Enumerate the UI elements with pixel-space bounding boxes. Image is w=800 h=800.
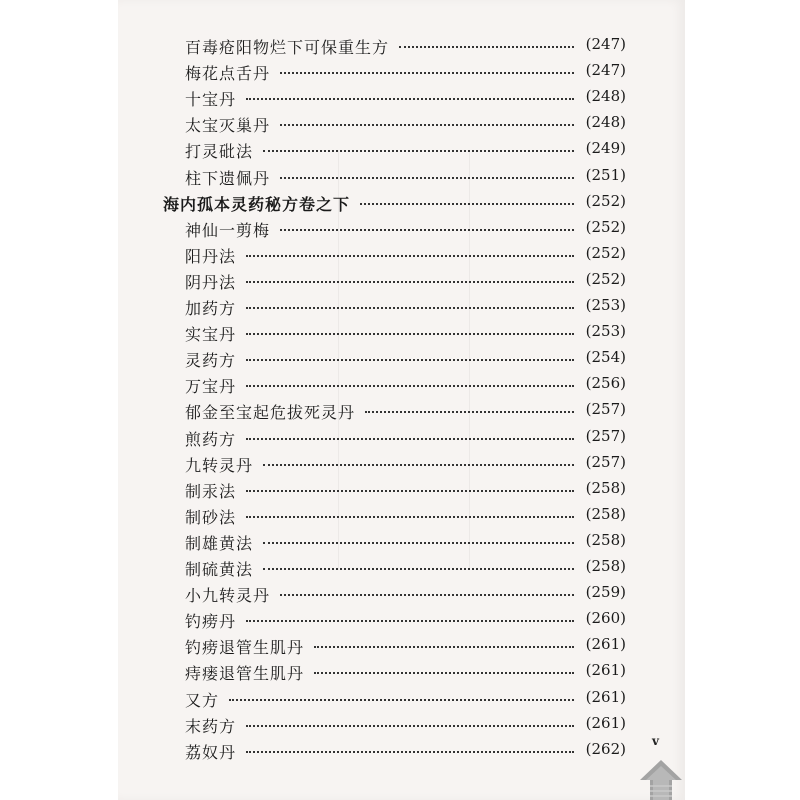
toc-entry-title: 钓痨丹 <box>185 612 237 632</box>
dot-leader <box>280 229 574 231</box>
dot-leader <box>246 359 574 361</box>
toc-entry[interactable] <box>0 686 800 710</box>
toc-entry-title: 钓痨退管生肌丹 <box>185 638 305 658</box>
dot-leader <box>263 464 574 466</box>
toc-entry-title: 太宝灭巢丹 <box>185 116 271 136</box>
toc-entry-page: (258) <box>585 504 626 523</box>
toc-entry-page: (252) <box>585 191 626 210</box>
toc-entry-page: (261) <box>585 687 626 706</box>
toc-entry[interactable] <box>0 294 800 318</box>
toc-entry[interactable] <box>0 451 800 475</box>
toc-entry-title: 制汞法 <box>185 481 237 501</box>
dot-leader <box>246 307 574 309</box>
dot-leader <box>263 542 574 544</box>
toc-entry-page: (254) <box>585 348 626 367</box>
dot-leader <box>280 72 574 74</box>
dot-leader <box>365 411 574 413</box>
toc-section-heading[interactable] <box>0 190 800 214</box>
toc-entry-page: (259) <box>585 583 626 602</box>
toc-entry-page: (252) <box>585 269 626 288</box>
toc-entry-page: (261) <box>585 661 626 680</box>
toc-entry-title: 制雄黄法 <box>185 533 254 553</box>
toc-entry[interactable] <box>0 398 800 422</box>
dot-leader <box>246 751 574 753</box>
toc-entry[interactable] <box>0 216 800 240</box>
toc-entry[interactable] <box>0 607 800 631</box>
toc-entry-page: (252) <box>585 243 626 262</box>
toc-entry-title: 海内孤本灵药秘方卷之下 <box>163 194 351 214</box>
toc-entry-page: (249) <box>585 139 626 158</box>
toc-entry-title: 煎药方 <box>185 429 237 449</box>
toc-entry-title: 小九转灵丹 <box>185 586 271 606</box>
toc-entry[interactable] <box>0 425 800 449</box>
dot-leader <box>246 281 574 283</box>
toc-entry-page: (261) <box>585 635 626 654</box>
toc-entry[interactable] <box>0 633 800 657</box>
toc-entry-page: (258) <box>585 557 626 575</box>
toc-entry-page: (248) <box>585 113 626 132</box>
toc-entry-page: (257) <box>585 400 626 419</box>
toc-entry-title: 制砂法 <box>185 507 237 527</box>
toc-entry-page: (256) <box>585 374 626 393</box>
toc-entry-page: (247) <box>585 61 626 80</box>
toc-entry-title: 九转灵丹 <box>185 455 254 475</box>
toc-entry-title: 神仙一剪梅 <box>185 220 271 240</box>
toc-entry-title: 制硫黄法 <box>185 560 254 579</box>
toc-entry-page: (261) <box>585 713 626 732</box>
toc-entry[interactable] <box>0 372 800 396</box>
toc-entry-title: 万宝丹 <box>185 377 237 397</box>
toc-entry[interactable] <box>0 85 800 109</box>
toc-entry[interactable] <box>0 59 800 83</box>
toc-entry[interactable] <box>0 320 800 344</box>
dot-leader <box>246 255 574 257</box>
toc-entry-page: (253) <box>585 296 626 314</box>
toc-entry-title: 灵药方 <box>185 351 237 371</box>
toc-entry[interactable] <box>0 555 800 579</box>
toc-entry[interactable] <box>0 164 800 188</box>
toc-entry-page: (252) <box>585 217 626 236</box>
toc-entry[interactable] <box>0 503 800 527</box>
toc-entry[interactable] <box>0 581 800 605</box>
toc-entry-title: 打灵砒法 <box>185 142 254 162</box>
dot-leader <box>280 177 574 179</box>
toc-entry-page: (247) <box>585 35 626 53</box>
toc-entry-title: 末药方 <box>185 716 237 736</box>
dot-leader <box>314 646 574 648</box>
dot-leader <box>360 203 574 205</box>
page-number: v <box>652 734 659 748</box>
toc-entry[interactable] <box>0 712 800 736</box>
toc-entry-page: (260) <box>585 609 626 628</box>
toc-entry-title: 实宝丹 <box>185 325 237 345</box>
dot-leader <box>280 124 574 126</box>
toc-entry-page: (251) <box>585 165 626 184</box>
toc-entry-page: (258) <box>585 478 626 497</box>
toc-entry[interactable] <box>0 111 800 135</box>
dot-leader <box>229 699 574 701</box>
dot-leader <box>246 516 574 518</box>
toc-entry-page: (248) <box>585 87 626 106</box>
dot-leader <box>314 672 574 674</box>
toc-entry-title: 阴丹法 <box>185 272 237 292</box>
dot-leader <box>280 594 574 596</box>
toc-entry[interactable] <box>0 659 800 683</box>
toc-entry-page: (262) <box>585 739 626 758</box>
toc-entry-title: 加药方 <box>185 299 237 318</box>
dot-leader <box>246 620 574 622</box>
toc-entry-title: 又方 <box>185 690 220 710</box>
toc-entry-title: 梅花点舌丹 <box>185 64 271 84</box>
dot-leader <box>246 490 574 492</box>
toc-entry[interactable] <box>0 137 800 161</box>
dot-leader <box>246 385 574 387</box>
toc-entry[interactable] <box>0 33 800 57</box>
toc-entry-page: (253) <box>585 322 626 341</box>
toc-entry-title: 痔瘘退管生肌丹 <box>185 664 305 684</box>
toc-entry-title: 阳丹法 <box>185 246 237 266</box>
dot-leader <box>246 98 574 100</box>
toc-entry-title: 荔奴丹 <box>185 742 237 762</box>
toc-entry-title: 柱下遗佩丹 <box>185 168 271 188</box>
dot-leader <box>263 150 574 152</box>
dot-leader <box>246 333 574 335</box>
toc-entry-title: 郁金至宝起危拔死灵丹 <box>185 403 356 423</box>
dot-leader <box>246 725 574 727</box>
dot-leader <box>263 568 574 570</box>
toc-entry-page: (257) <box>585 426 626 445</box>
dot-leader <box>399 46 574 48</box>
toc-entry-title: 百毒疮阳物烂下可保重生方 <box>185 38 390 57</box>
toc-entry-page: (257) <box>585 452 626 471</box>
toc-entry-title: 十宝丹 <box>185 90 237 110</box>
toc-entry[interactable] <box>0 346 800 370</box>
toc-entry[interactable] <box>0 268 800 292</box>
toc-entry[interactable] <box>0 477 800 501</box>
toc-entry[interactable] <box>0 242 800 266</box>
up-arrow-home-icon[interactable] <box>636 756 686 800</box>
toc-entry[interactable] <box>0 529 800 553</box>
dot-leader <box>246 438 574 440</box>
toc-entry-page: (258) <box>585 530 626 549</box>
